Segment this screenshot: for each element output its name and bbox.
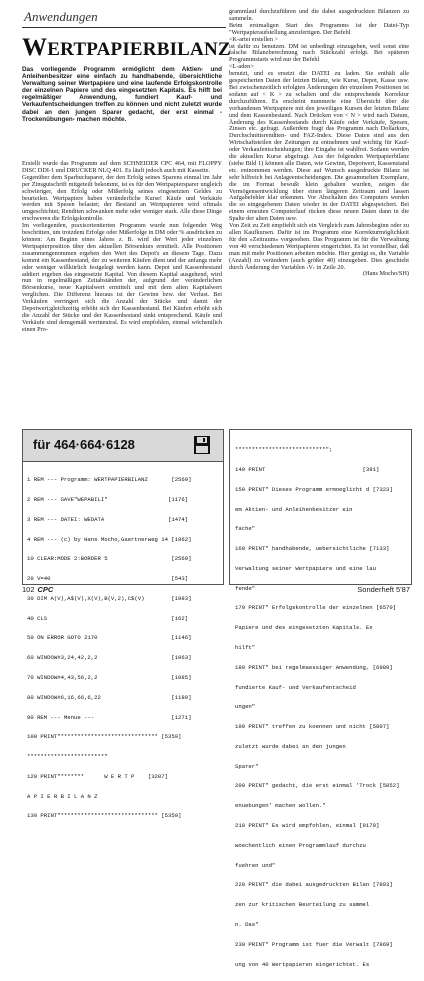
code-line: ***********************" [27,753,108,761]
code-line: 10 CLEAR:MODE 2:BORDER 5 [2569] [27,555,192,563]
left-paragraph-3: Im vorliegenden, praxisorientierten Programm wurde nun folgender Weg beschritten, um trotzdem Erfolge oder Mißerfolge in DM oder % ausdrücken zu können: Am Beginn eines Jahres z. B. wird der Wert jeder einzelnen Wertpapierposition über den aktuellen Börsenkurs ermittelt. Alle Positionen zusammengenommen ergeben den Wert des Depot's an diesem Tage. Dazu kommt ein Kassenbestand, der zu weiteren Käufen dient und der anfangs mehr oder weniger willkürlich festgelegt werden kann. Depot und Kassenbestand addiert ergeben das eingesetzte Kapital. Von diesem Kapital ausgehend, wird nun in regelmäßigen Zeitabständen der, aufgrund der veränderlichen Börsenkurse, neue Kapitalwert ermittelt und mit dem alten Kapitalwert verglichen. Die Differenz hieraus ist der Gewinn bzw. der Verlust. Bei Verkäufen verringert sich die Anzahl der Stücke und damit der Depotwert;gleichzeitig erhöht sich der Kassenbestand. Bei Käufen erhöht sich die Anzahl der Stücke und der Kassenbestand sinkt entsprechend. Käufe und Verkäufe sind demgemäß wertneutral. Es wird empfohlen, einmal wöchentlich einen Pro- [22,222,222,333]
code-line: 60 WINDOW#3,24,42,2,2 [1063] [27,654,192,662]
code-line: Sparer" [235,762,259,770]
code-line: 100 PRINT"***************************** [5359] [27,733,182,741]
code-line: zen zur kritischen Beurteilung zu sammel [235,901,370,909]
right-paragraph-4: benutzt, und es ersetzt die DATEI zu laden. Sie enthält alle gespeicherten Daten der letzten Bilanz, wie Kurse, Depot, Kasse usw. Bei zwischenzeitlich erfolgten Änderungen der einzelnen Positionen ist sodann auf < K > zu schalten und die entsprechende Korrektur durchzuführen. Es erscheint nummerie eine Übersicht über die vorhandenen Wertpapiere mit den jeweiligen Kursen der letzten Bilanz und dem Kassenbestand. Nach Drücken von < N > wird nach Datum, Änderung des Kassenbestands durch Käufe oder Verkäufe, Spesen, Zinsen etc. gefragt. Außerdem fragt das Programm nach Dollarkurs, Durchschnittsrenditen- und FAZ-Index. Diese Daten sind aus den Wirtschaftsteilen der Zeitungen zu entnehmen und wichtig für Kauf- oder Verkaufentscheidungen; ihre Eingabe ist wahlfrei. Sodann werden die aktuellen Kurse abgefragt. Aus der folgenden Wertpapierbilanz (siehe Bild 1) können alle Daten, wie Gewinn, Depotwert, Kassenstand etc. entnommen werden. Diese auf Wunsch ausgedruckte Bilanz ist sehr hilfreich bei Anlageentscheidungen. Die gesammelten Exemplare, die im Format bewußt klein gehalten wurden, zeigen die Vermögensentwicklung über einen längeren Zeitraum und lassen Aufgabefehler klar erkennen. Vor Abschalten des Computers werden die so eingegebenen Daten wieder in der DATEI abgespeichert. Bei einem erneuten Computerlauf rücken diese neuen Daten dann in die Spalte der alten Daten usw. [229,70,409,223]
page-number: 102 [22,585,35,594]
code-line: 130 PRINT"***************************** [5359] [27,812,182,820]
code-line: 90 REM --- Menue --- [1271] [27,713,192,721]
listing-banner-label: für 464·664·6128 [33,437,135,452]
code-line: ***************************"; [235,446,333,454]
section-title: Anwendungen [24,9,98,24]
code-line: 210 PRINT" Es wird empfohlen, einmal [9179] [235,822,380,830]
article-title [22,34,231,62]
title-initial: W [22,34,48,61]
code-listing-right [235,434,407,981]
left-paragraph-2: Gegenüber dem Sparbuchsparer, der den Erfolg seines Sparens einmal im Jahr per Zinsgutschrift mitgeteilt bekommt, ist es für den Wertpapiersparer ungleich schwieriger, den Erfolg oder Mißerfolg seines eingesetzten Geldes zu beurteilen. Wertpapiere haben veränderliche Kurse! Käufe und Verkäufe werden mit Spesen belastet; der Bestand an Wertpapieren wird oftmals umgeschichtet; Renditen schwanken mehr oder weniger stark. Alle diese Dinge erschweren die Erfolgskontrolle. [22,173,222,223]
page-number-block [22,584,53,596]
code-line: n. Das" [235,920,259,928]
code-line: 20 V=40 [543] [27,575,189,583]
code-line: 1 REM --- Programm: WERTPAPIERBILANZ [2569] [27,476,192,484]
code-line: 170 PRINT" Erfolgskontrolle der einzelnen [6570] [235,604,397,612]
code-line: 30 DIM A(V),A$(V),X(V),B(V,2),C$(V) [1983] [27,594,192,602]
right-command-laden: <L-aden> [229,63,254,71]
code-line: Verwaltung seiner Wertpapiere und eine lau [235,564,376,572]
code-line: 70 WINDOW#4,43,56,2,2 [1085] [27,674,192,681]
code-line: 200 PRINT" gedacht, die erst einmal 'Trock [5852] [235,782,400,790]
code-line: ungen" [235,703,256,711]
author-credit: (Hans Mocho/SH) [362,270,409,278]
code-line: 2 REM --- SAVE"WEPABILI" [1176] [27,495,189,503]
floppy-disk-icon [193,435,211,455]
left-paragraph-1: Erstellt wurde das Programm auf dem SCHNEIDER CPC 464, mit FLOPPY DISC DDI-1 und DRUCKER NLQ 401. Es läuft jedoch auch mit Kassette. [22,160,222,174]
code-line: 180 PRINT" bei regelmaessiger Anwendung, [6989] [235,663,393,671]
code-line: Papiere und des eingesetzten Kapitals. Es [235,624,373,632]
page-footer [22,584,410,596]
code-line: 190 PRINT" treffen zu koennen und nicht [5807] [235,723,390,731]
code-line: 50 ON ERROR GOTO 2170 [1146] [27,634,192,642]
right-paragraph-3: ist dafür zu benutzen. DM ist unbedingt einzugeben, weil sonst eine falsche Bilanzberechnung nach Stückzahl erfolgt. Bei späteren Programmstarts wird nur der Befehl [229,42,409,64]
code-line: 80 WINDOW#6,16,66,6,22 [1189] [27,693,192,701]
code-line: 160 PRINT" handhabende, uebersichtliche [7133] [235,545,390,553]
left-column [22,161,222,334]
right-paragraph-5: Von Zeit zu Zeit empfiehlt sich ein Vergleich zum Jahresbeginn oder zu allen Kaufkursen. Dafür ist im Programm eine Korrekturmöglichkeit für den »Zeitraum« vorgesehen. Das Programm ist für die Verwaltung von 40 verschiedenen Wertpapieren eingerichtet. Es ist vorstellbar, daß man mit mehr Positionen arbeiten möchte. Hier genügt es, die Variable (Anzahl) zu verändern (auch größer 40) einzugeben. Dies geschieht durch Änderung der Variablen ›V‹ in Zeile 20. [229,222,409,271]
magazine-brand: CPC [37,585,54,594]
code-line: 40 CLS [162] [27,614,189,622]
code-line: 220 PRINT" die dabei ausgedruckten Bilan [7893] [235,881,393,889]
right-column [229,9,409,278]
code-line: 230 PRINT" Programm ist fuer die Verwalt [7869] [235,940,393,948]
code-line: enuebungen' machen wollen." [235,802,326,810]
code-line: fuehren und" [235,861,276,869]
code-listing-left [27,464,219,833]
code-line: 3 REM --- DATEI: WEDATA [1474] [27,515,189,523]
code-line: woechentlich einen Programmlauf durchzu [235,841,366,849]
code-line: ung von 40 Wertpapieren eingerichtet. Es [235,960,370,968]
code-line: A P I E R B I L A N Z [27,792,98,800]
title-rest: ERTPAPIERBILANZ [47,39,231,60]
right-command-kartei: <K-artei erstellen > [229,35,279,43]
listing-banner [23,430,223,462]
code-line: 140 PRINT [391] [235,465,380,473]
code-line: fende" [235,584,256,592]
issue-label: Sonderheft 5'87 [357,585,410,594]
right-paragraph-1: grammlauf durchzuführen und die dabei ausgedruckten Bilanzen zu sammeln. [229,8,409,22]
article-lead: Das vorliegende Programm ermöglicht dem Aktien- und Anleihenbesitzer eine einfach zu handhabende, übersichtliche Verwaltung seiner Wertpapiere und eine laufende Erfolgskontrolle der einzelnen Papiere und des eingesetzten Kapitals. Es hilft bei regelmäßiger Anwendung, fundiert Kauf- und Verkaufentscheidungen treffen zu können und nicht zuletzt wurde dabei an den jungen Sparer gedacht, der erst einmal -Trockenübungen- machen möchte. [22,66,222,123]
code-line: 120 PRINT"******* W E R T P [3207] [27,772,168,780]
code-line: fundierte Kauf- und Verkaufentscheid [235,683,356,691]
code-line: em Aktien- und Anleihenbesitzer ein [235,505,353,513]
code-line: zuletzt wurde dabei an den jungen [235,742,346,750]
section-header [22,9,226,28]
right-paragraph-2: Beim erstmaligen Start des Programms ist der Datei-Typ "Wertpapieraufstellung anzufertigen. Der Befehl [229,21,409,36]
code-line: fache" [235,525,256,533]
code-line: 4 REM --- (c) by Hans Mocho,Gaertnerweg 14 [1962] [27,535,192,543]
code-line: 150 PRINT" Dieses Programm ermoeglicht d [7323] [235,485,393,493]
code-line: hilft" [235,644,256,651]
